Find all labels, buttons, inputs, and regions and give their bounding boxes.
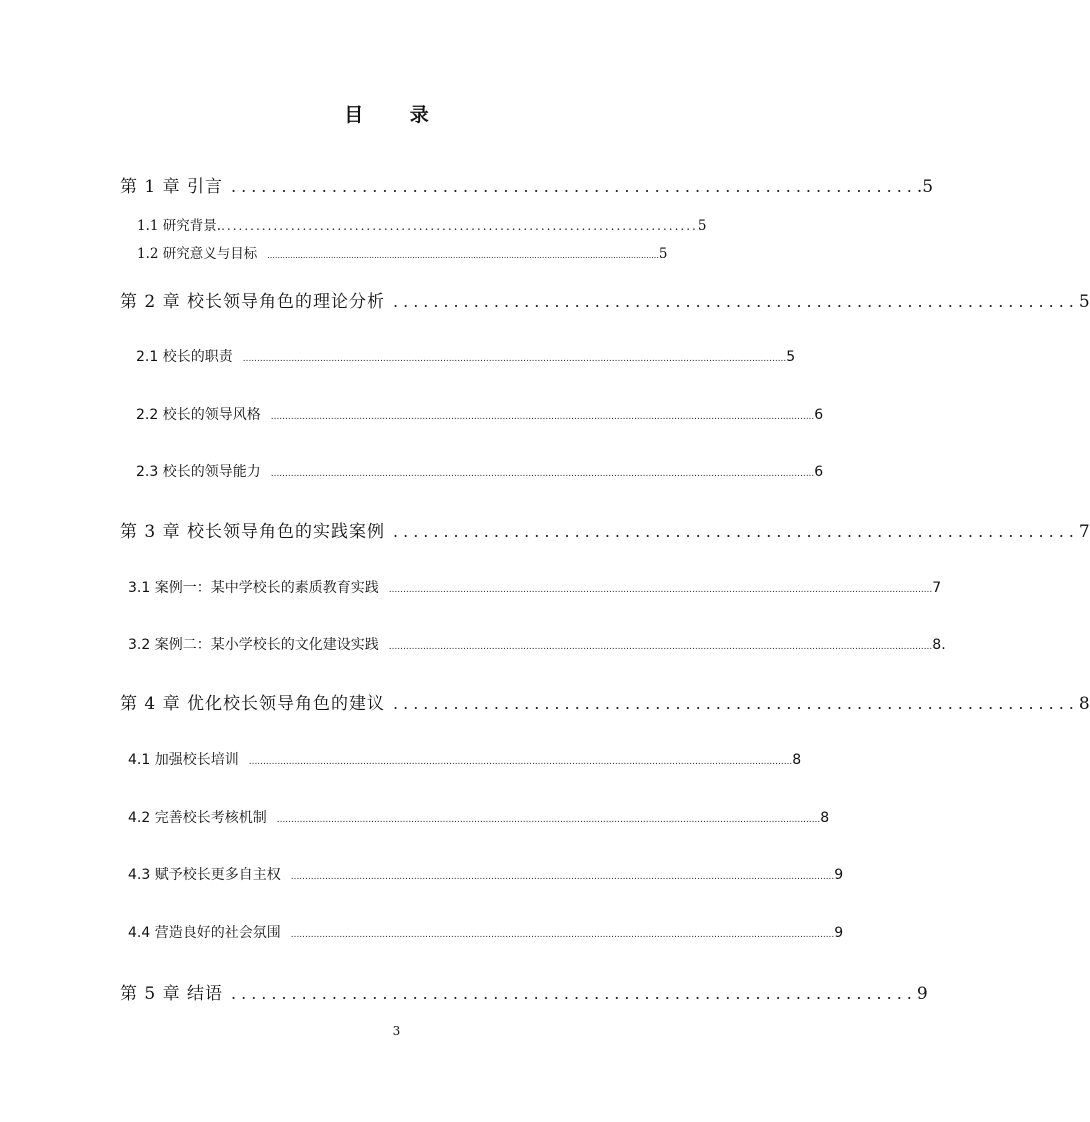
dot-leader: ..............................................................................................................................................................................................	[290, 930, 835, 940]
toc-entry-label: 2.3 校长的领导能力	[136, 464, 261, 480]
toc-entry-label: 第 5 章 结语	[120, 984, 224, 1004]
toc-entry-3-2[interactable]	[128, 634, 946, 654]
toc-entry-4-3[interactable]	[128, 864, 844, 884]
toc-entry-2-1[interactable]	[136, 346, 796, 366]
toc-entry-page: 6	[814, 464, 824, 480]
toc-entry-page: 8	[792, 752, 802, 768]
toc-entry-page: 9	[834, 867, 844, 883]
dot-leader: ..............................................................................................................................................................................................	[276, 815, 821, 825]
dot-leader: ..............................................................................................................................................................................................	[388, 642, 933, 652]
toc-entry-4-2[interactable]	[128, 807, 830, 827]
toc-entry-4-1[interactable]	[128, 749, 802, 769]
toc-entry-2-2[interactable]	[136, 404, 824, 424]
toc-entry-1-2[interactable]	[137, 242, 668, 262]
dot-leader: ....................................................................	[393, 292, 1079, 311]
toc-entry-page: 5	[697, 218, 707, 234]
toc-entry-label: 第 4 章 优化校长领导角色的建议	[120, 694, 386, 714]
toc-entry-label: 4.4 营造良好的社会氛围	[128, 925, 281, 941]
dot-leader: ..............................................................................................................................................................................................	[248, 757, 793, 767]
toc-entry-page: 8	[820, 810, 830, 826]
dot-leader: ..............................................................................................................................................................................................	[270, 469, 815, 479]
toc-entry-label: 1.2 研究意义与目标	[137, 246, 258, 262]
dot-leader: ....................................................................	[393, 522, 1079, 541]
toc-entry-chapter-2[interactable]	[120, 287, 1090, 312]
toc-entry-label: 第 3 章 校长领导角色的实践案例	[120, 522, 386, 542]
toc-entry-label: 2.1 校长的职责	[136, 349, 233, 365]
toc-entry-1-1[interactable]	[137, 214, 707, 234]
dot-leader: ..............................................................................................................................................................................................	[388, 585, 933, 595]
toc-entry-chapter-5[interactable]	[120, 979, 928, 1004]
toc-entry-page: 7	[932, 580, 942, 596]
toc-entry-4-4[interactable]	[128, 922, 844, 942]
toc-title: 目 录	[344, 104, 449, 126]
toc-entry-label: 1.1 研究背景.	[137, 218, 222, 234]
toc-entry-label: 4.2 完善校长考核机制	[128, 810, 267, 826]
dot-leader: ..............................................................................................................................................................................................	[270, 412, 815, 422]
dot-leader: ....................................................................	[231, 984, 917, 1003]
toc-entry-2-3[interactable]	[136, 461, 824, 481]
toc-entry-page: 6	[814, 407, 824, 423]
dot-leader: ..................................................................................	[221, 219, 698, 233]
toc-entry-3-1[interactable]	[128, 577, 942, 597]
toc-entry-chapter-1[interactable]	[120, 172, 934, 197]
toc-entry-page: 5	[1078, 292, 1090, 312]
toc-entry-label: 4.1 加强校长培训	[128, 752, 239, 768]
toc-entry-page: 9	[834, 925, 844, 941]
dot-leader: ..........................................................................................................................................................	[267, 251, 659, 260]
toc-entry-page: 7	[1078, 522, 1090, 542]
toc-entry-label: 第 1 章 引言	[120, 177, 224, 197]
toc-entry-page: 5	[658, 246, 668, 262]
toc-entry-label: 2.2 校长的领导风格	[136, 407, 261, 423]
toc-entry-chapter-4[interactable]	[120, 689, 1090, 714]
dot-leader: ..............................................................................................................................................................................................	[242, 354, 787, 364]
toc-entry-label: 第 2 章 校长领导角色的理论分析	[120, 292, 386, 312]
toc-entry-page: 9	[916, 984, 928, 1004]
toc-entry-label: 3.1 案例一：某中学校长的素质教育实践	[128, 580, 379, 596]
dot-leader: ....................................................................	[231, 177, 917, 196]
toc-entry-page: 8.	[932, 637, 946, 653]
dot-leader: ..............................................................................................................................................................................................	[290, 872, 835, 882]
dot-leader: ....................................................................	[393, 694, 1079, 713]
toc-entry-page: 8	[1078, 694, 1090, 714]
toc-entry-label: 4.3 赋予校长更多自主权	[128, 867, 281, 883]
toc-entry-page: .5	[916, 177, 934, 197]
toc-entry-label: 3.2 案例二：某小学校长的文化建设实践	[128, 637, 379, 653]
page-number: 3	[392, 1024, 401, 1038]
toc-entry-page: 5	[786, 349, 796, 365]
toc-entry-chapter-3[interactable]	[120, 517, 1090, 542]
